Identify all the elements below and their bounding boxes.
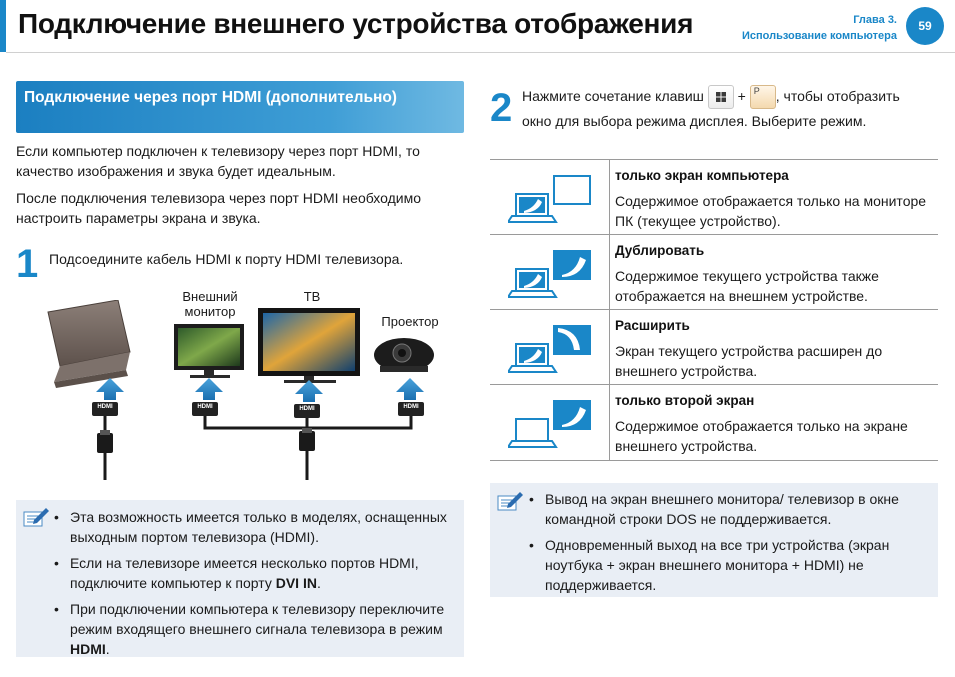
mode-column-divider xyxy=(609,385,610,460)
note-left-item-2 xyxy=(54,553,450,593)
bullet: • xyxy=(529,537,534,553)
hdmi-plug-icon xyxy=(92,402,424,418)
mode-row-extend xyxy=(490,309,938,385)
arrow-up-icon xyxy=(96,378,424,402)
duplicate-mode-icon xyxy=(508,247,592,301)
step-2-number: 2 xyxy=(490,86,513,130)
extend-mode-icon xyxy=(508,322,592,376)
windows-key-icon xyxy=(708,85,734,109)
mode-title: Расширить xyxy=(615,318,690,333)
step-2-text xyxy=(522,84,942,133)
note-list-left xyxy=(54,507,450,665)
label-projector: Проектор xyxy=(381,314,439,329)
intro-paragraph-2: После подключения телевизора через порт HDMI необходимо настроить параметры экрана и звука. xyxy=(16,190,422,226)
mode-row-second-only xyxy=(490,384,938,461)
mode-column-divider xyxy=(609,235,610,310)
step-2-plus: + xyxy=(737,88,746,104)
intro-paragraph-1: Если компьютер подключен к телевизору через порт HDMI, то качество изображения и звука будет идеальным. xyxy=(16,143,420,179)
note-left-item-2-end: . xyxy=(316,575,321,591)
mode-description: Содержимое текущего устройства также отображается на внешнем устройстве. xyxy=(615,268,879,304)
mode-title: Дублировать xyxy=(615,243,705,258)
bullet: • xyxy=(54,601,59,617)
note-right-item-2-text: Одновременный выход на все три устройства (экран ноутбука + экран внешнего монитора + HDMI) не поддерживается. xyxy=(545,537,890,593)
note-pencil-icon xyxy=(22,506,50,528)
mode-row-duplicate xyxy=(490,234,938,310)
page-number-badge: 59 xyxy=(906,7,944,45)
label-tv: ТВ xyxy=(303,289,321,304)
bullet: • xyxy=(54,555,59,571)
hdmi-logo-3: HDMI xyxy=(299,406,315,412)
note-right-item-2 xyxy=(529,535,927,595)
hdmi-connector-icon xyxy=(97,428,315,453)
mode-title: только второй экран xyxy=(615,393,755,408)
hdmi-logo-1: HDMI xyxy=(97,404,113,410)
note-right-item-1 xyxy=(529,489,927,529)
projector-icon xyxy=(374,338,434,372)
chapter-label xyxy=(742,12,897,44)
step-2-text-line2: окно для выбора режима дисплея. Выберите режим. xyxy=(522,113,867,130)
bullet: • xyxy=(54,509,59,525)
hdmi-logo-4: HDMI xyxy=(403,404,419,410)
note-list-right xyxy=(529,489,927,601)
header-accent-bar xyxy=(0,0,6,52)
step-2-text-start: Нажмите сочетание клавиш xyxy=(522,88,704,104)
header-divider xyxy=(6,52,955,53)
note-right-item-1-text: Вывод на экран внешнего монитора/ телевизор в окне командной строки DOS не поддерживается. xyxy=(545,491,899,527)
mode-column-divider xyxy=(609,310,610,385)
label-monitor-line2: монитор xyxy=(184,304,236,319)
step-1-number: 1 xyxy=(16,242,39,286)
note-left-item-2-text: Если на телевизоре имеется несколько портов HDMI, подключите компьютер к порту xyxy=(70,555,419,591)
second-only-mode-icon xyxy=(508,397,592,451)
note-left-item-1-text: Эта возможность имеется только в моделях, оснащенных выходным портом телевизора (HDMI). xyxy=(70,509,447,545)
note-left-item-1 xyxy=(54,507,450,547)
p-key-icon xyxy=(750,85,776,109)
page-title: Подключение внешнего устройства отображения xyxy=(18,8,694,39)
monitor-icon xyxy=(174,324,244,378)
mode-column-divider xyxy=(609,160,610,235)
step-2-text-end: , чтобы отобразить xyxy=(775,88,900,104)
hdmi-cable-lines xyxy=(105,416,411,480)
hdmi-logo-2: HDMI xyxy=(197,404,213,410)
chapter-title: Использование компьютера xyxy=(741,30,897,42)
note-left-item-3-text: При подключении компьютера к телевизору переключите режим входящего внешнего сигнала телевизора в режим xyxy=(70,601,445,637)
connection-diagram xyxy=(30,300,460,490)
mode-row-pc-only xyxy=(490,159,938,235)
section-title: Подключение через порт HDMI (дополнительно) xyxy=(24,89,397,106)
mode-title: только экран компьютера xyxy=(615,168,789,183)
note-left-item-3-bold: HDMI xyxy=(70,641,106,657)
mode-description: Экран текущего устройства расширен до внешнего устройства. xyxy=(615,343,883,379)
pc-only-mode-icon xyxy=(508,172,592,226)
note-pencil-icon xyxy=(496,490,524,512)
step-1-text: Подсоедините кабель HDMI к порту HDMI телевизора. xyxy=(49,251,404,267)
chapter-number: Глава 3. xyxy=(853,14,897,26)
note-left-item-3-end: . xyxy=(105,641,110,657)
label-monitor-line1: Внешний xyxy=(182,289,238,304)
mode-description: Содержимое отображается только на мониторе ПК (текущее устройство). xyxy=(615,193,927,229)
tv-icon xyxy=(258,308,360,383)
bullet: • xyxy=(529,491,534,507)
note-left-item-2-bold: DVI IN xyxy=(275,575,317,591)
mode-description: Содержимое отображается только на экране внешнего устройства. xyxy=(615,418,908,454)
note-left-item-3 xyxy=(54,599,450,659)
p-key-label: P xyxy=(753,86,760,97)
laptop-icon xyxy=(48,300,130,388)
